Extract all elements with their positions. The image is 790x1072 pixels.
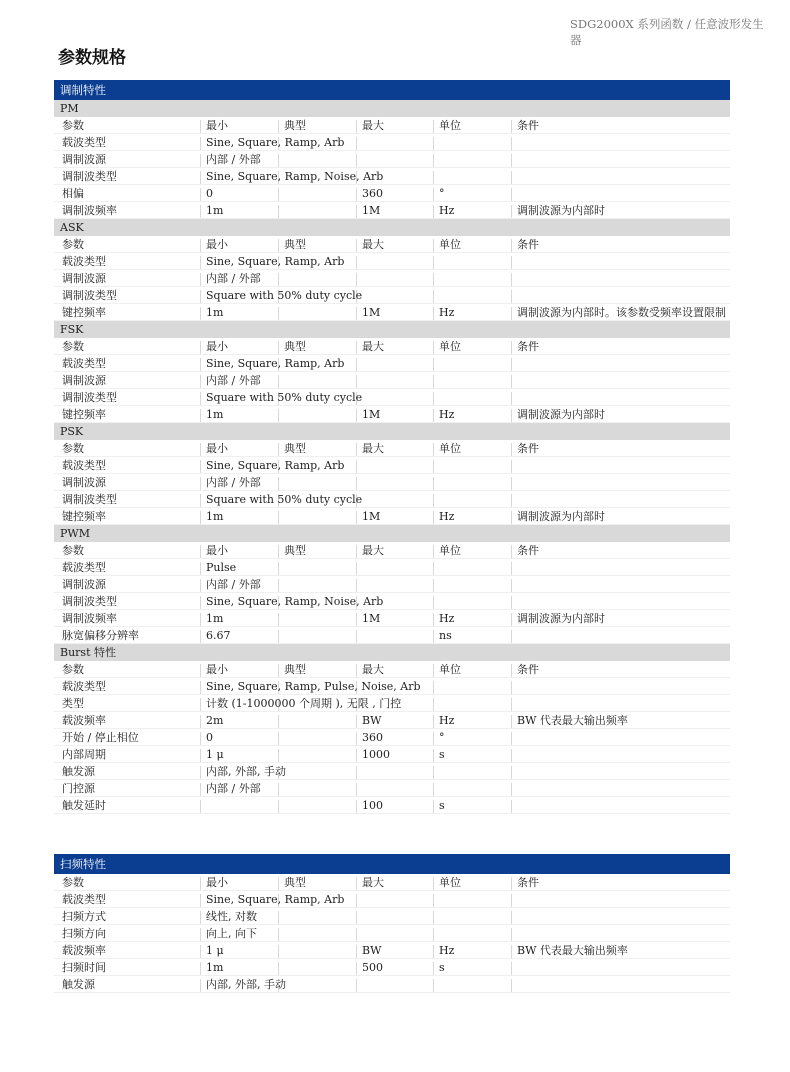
table-cell: 100	[362, 799, 383, 812]
table-row	[54, 270, 730, 287]
table-cell: 调制波源	[62, 578, 106, 591]
table-cell: 内部, 外部, 手动	[206, 765, 286, 778]
table-row	[54, 959, 730, 976]
table-cell: 参数	[62, 442, 84, 455]
table-cell: s	[439, 748, 445, 761]
table-row	[54, 304, 730, 321]
table-cell: 触发延时	[62, 799, 106, 812]
table-cell: 触发源	[62, 765, 95, 778]
table-cell: 单位	[439, 340, 461, 353]
table-cell: 典型	[284, 663, 306, 676]
table-cell: 计数 (1-1000000 个周期 ), 无限 , 门控	[206, 697, 402, 710]
table-cell: 1M	[362, 612, 381, 625]
table-cell: 载波类型	[62, 357, 106, 370]
table-cell: 调制波源	[62, 272, 106, 285]
spec-section	[54, 80, 730, 814]
table-row	[54, 168, 730, 185]
table-cell: 1m	[206, 510, 224, 523]
table-row	[54, 134, 730, 151]
table-cell: 360	[362, 187, 383, 200]
table-row	[54, 185, 730, 202]
group-header: PWM	[54, 525, 730, 542]
group-header: ASK	[54, 219, 730, 236]
table-cell: 最小	[206, 663, 228, 676]
table-cell: 键控频率	[62, 306, 106, 319]
table-row	[54, 908, 730, 925]
table-cell: 键控频率	[62, 510, 106, 523]
group-header: PM	[54, 100, 730, 117]
table-cell: 相偏	[62, 187, 84, 200]
table-cell: 最小	[206, 119, 228, 132]
table-row	[54, 474, 730, 491]
table-row	[54, 780, 730, 797]
table-row	[54, 797, 730, 814]
table-cell: 参数	[62, 544, 84, 557]
table-cell: 脉宽偏移分辨率	[62, 629, 139, 642]
table-cell: Hz	[439, 944, 455, 957]
table-cell: 调制波源	[62, 153, 106, 166]
table-cell: 最小	[206, 238, 228, 251]
section-header: 调制特性	[54, 80, 730, 100]
table-cell: 典型	[284, 876, 306, 889]
table-cell: 载波类型	[62, 136, 106, 149]
table-row	[54, 925, 730, 942]
table-cell: 调制波频率	[62, 204, 117, 217]
table-row	[54, 287, 730, 304]
table-cell: 调制波源	[62, 374, 106, 387]
table-row	[54, 627, 730, 644]
table-cell: 内部 / 外部	[206, 153, 261, 166]
table-cell: 调制波源为内部时。该参数受频率设置限制	[517, 306, 726, 319]
table-cell: 类型	[62, 697, 84, 710]
table-cell: 条件	[517, 119, 539, 132]
table-cell: 0	[206, 731, 213, 744]
table-header-row	[54, 117, 730, 134]
table-cell: °	[439, 731, 445, 744]
table-row	[54, 491, 730, 508]
table-cell: Square with 50% duty cycle	[206, 391, 363, 404]
table-header-row	[54, 236, 730, 253]
table-cell: 载波类型	[62, 893, 106, 906]
table-row	[54, 202, 730, 219]
table-row	[54, 508, 730, 525]
table-row	[54, 406, 730, 423]
table-cell: 键控频率	[62, 408, 106, 421]
table-row	[54, 559, 730, 576]
table-cell: Pulse	[206, 561, 237, 574]
table-cell: BW 代表最大输出频率	[517, 944, 628, 957]
table-cell: 最大	[362, 663, 384, 676]
table-cell: 0	[206, 187, 213, 200]
table-cell: 最大	[362, 442, 384, 455]
table-cell: 1000	[362, 748, 390, 761]
table-cell: 1 μ	[206, 748, 224, 761]
table-cell: Sine, Square, Ramp, Arb	[206, 357, 345, 370]
table-row	[54, 763, 730, 780]
table-cell: BW	[362, 944, 382, 957]
table-cell: 1m	[206, 306, 224, 319]
table-row	[54, 942, 730, 959]
table-cell: Sine, Square, Ramp, Pulse, Noise, Arb	[206, 680, 421, 693]
table-cell: 调制波类型	[62, 595, 117, 608]
table-row	[54, 372, 730, 389]
table-cell: BW 代表最大输出频率	[517, 714, 628, 727]
table-cell: Sine, Square, Ramp, Arb	[206, 255, 345, 268]
table-cell: 载波类型	[62, 561, 106, 574]
table-header-row	[54, 338, 730, 355]
table-cell: Sine, Square, Ramp, Arb	[206, 459, 345, 472]
table-cell: 条件	[517, 663, 539, 676]
table-cell: 单位	[439, 876, 461, 889]
table-cell: 调制波类型	[62, 289, 117, 302]
table-cell: 典型	[284, 544, 306, 557]
table-cell: 扫频方式	[62, 910, 106, 923]
table-header-row	[54, 874, 730, 891]
table-cell: Sine, Square, Ramp, Arb	[206, 893, 345, 906]
table-cell: 线性, 对数	[206, 910, 257, 923]
table-header-row	[54, 440, 730, 457]
table-cell: 调制波源为内部时	[517, 204, 605, 217]
table-cell: 调制波源为内部时	[517, 510, 605, 523]
table-cell: 内部 / 外部	[206, 476, 261, 489]
table-cell: 调制波类型	[62, 170, 117, 183]
table-cell: 典型	[284, 340, 306, 353]
table-cell: 调制波源为内部时	[517, 408, 605, 421]
table-cell: 最小	[206, 544, 228, 557]
table-cell: Sine, Square, Ramp, Noise, Arb	[206, 595, 384, 608]
table-row	[54, 151, 730, 168]
table-cell: 内部周期	[62, 748, 106, 761]
table-cell: 最大	[362, 876, 384, 889]
table-cell: 内部 / 外部	[206, 782, 261, 795]
table-cell: Sine, Square, Ramp, Noise, Arb	[206, 170, 384, 183]
table-row	[54, 695, 730, 712]
table-cell: 360	[362, 731, 383, 744]
table-cell: 单位	[439, 238, 461, 251]
table-row	[54, 678, 730, 695]
table-cell: 1M	[362, 408, 381, 421]
table-cell: Square with 50% duty cycle	[206, 493, 363, 506]
table-cell: 调制波频率	[62, 612, 117, 625]
table-cell: 条件	[517, 544, 539, 557]
table-cell: 条件	[517, 876, 539, 889]
table-cell: s	[439, 799, 445, 812]
table-cell: 1M	[362, 306, 381, 319]
table-cell: 最大	[362, 238, 384, 251]
table-row	[54, 729, 730, 746]
table-cell: 载波类型	[62, 680, 106, 693]
table-cell: 单位	[439, 544, 461, 557]
table-cell: 参数	[62, 876, 84, 889]
table-cell: 内部 / 外部	[206, 578, 261, 591]
table-cell: 条件	[517, 340, 539, 353]
table-row	[54, 746, 730, 763]
spec-section	[54, 854, 730, 993]
table-cell: Hz	[439, 612, 455, 625]
table-cell: 开始 / 停止相位	[62, 731, 139, 744]
table-cell: 最大	[362, 119, 384, 132]
table-cell: 向上, 向下	[206, 927, 257, 940]
table-cell: 典型	[284, 238, 306, 251]
table-cell: 参数	[62, 340, 84, 353]
table-cell: 最小	[206, 442, 228, 455]
table-cell: 500	[362, 961, 383, 974]
table-cell: 条件	[517, 238, 539, 251]
table-cell: 触发源	[62, 978, 95, 991]
table-cell: 最大	[362, 340, 384, 353]
table-cell: 典型	[284, 442, 306, 455]
table-cell: 参数	[62, 119, 84, 132]
table-cell: 扫频时间	[62, 961, 106, 974]
table-cell: 单位	[439, 119, 461, 132]
table-row	[54, 457, 730, 474]
group-header: Burst 特性	[54, 644, 730, 661]
group-header: FSK	[54, 321, 730, 338]
table-cell: Hz	[439, 714, 455, 727]
table-cell: 载波类型	[62, 255, 106, 268]
table-cell: 1m	[206, 408, 224, 421]
table-cell: 1m	[206, 961, 224, 974]
table-cell: 1m	[206, 612, 224, 625]
table-row	[54, 891, 730, 908]
table-cell: 单位	[439, 442, 461, 455]
table-cell: 调制波类型	[62, 391, 117, 404]
table-cell: 参数	[62, 663, 84, 676]
table-cell: Hz	[439, 306, 455, 319]
table-cell: Hz	[439, 510, 455, 523]
table-cell: 1M	[362, 510, 381, 523]
table-row	[54, 593, 730, 610]
table-row	[54, 712, 730, 729]
table-cell: 扫频方向	[62, 927, 106, 940]
table-header-row	[54, 542, 730, 559]
table-cell: 最小	[206, 876, 228, 889]
table-cell: 条件	[517, 442, 539, 455]
table-row	[54, 610, 730, 627]
table-row	[54, 976, 730, 993]
table-cell: Square with 50% duty cycle	[206, 289, 363, 302]
table-cell: BW	[362, 714, 382, 727]
table-cell: 调制波源	[62, 476, 106, 489]
table-cell: 调制波类型	[62, 493, 117, 506]
table-cell: 内部 / 外部	[206, 374, 261, 387]
table-cell: ns	[439, 629, 452, 642]
table-cell: Hz	[439, 408, 455, 421]
page-title: 参数规格	[58, 48, 126, 68]
table-cell: 单位	[439, 663, 461, 676]
table-cell: 载波频率	[62, 944, 106, 957]
table-cell: 1m	[206, 204, 224, 217]
table-cell: 典型	[284, 119, 306, 132]
table-cell: 门控源	[62, 782, 95, 795]
table-cell: 内部, 外部, 手动	[206, 978, 286, 991]
table-cell: Hz	[439, 204, 455, 217]
table-cell: 调制波源为内部时	[517, 612, 605, 625]
table-row	[54, 389, 730, 406]
document-title: SDG2000X 系列函数 / 任意波形发生器	[570, 17, 764, 47]
table-cell: °	[439, 187, 445, 200]
section-header: 扫频特性	[54, 854, 730, 874]
table-cell: 内部 / 外部	[206, 272, 261, 285]
table-header-row	[54, 661, 730, 678]
group-header: PSK	[54, 423, 730, 440]
table-row	[54, 576, 730, 593]
table-cell: 2m	[206, 714, 224, 727]
table-cell: 6.67	[206, 629, 231, 642]
table-row	[54, 253, 730, 270]
table-cell: 参数	[62, 238, 84, 251]
table-cell: 最小	[206, 340, 228, 353]
table-cell: Sine, Square, Ramp, Arb	[206, 136, 345, 149]
table-cell: 载波类型	[62, 459, 106, 472]
table-cell: 1M	[362, 204, 381, 217]
table-cell: 1 μ	[206, 944, 224, 957]
table-cell: s	[439, 961, 445, 974]
table-row	[54, 355, 730, 372]
table-cell: 最大	[362, 544, 384, 557]
table-cell: 载波频率	[62, 714, 106, 727]
